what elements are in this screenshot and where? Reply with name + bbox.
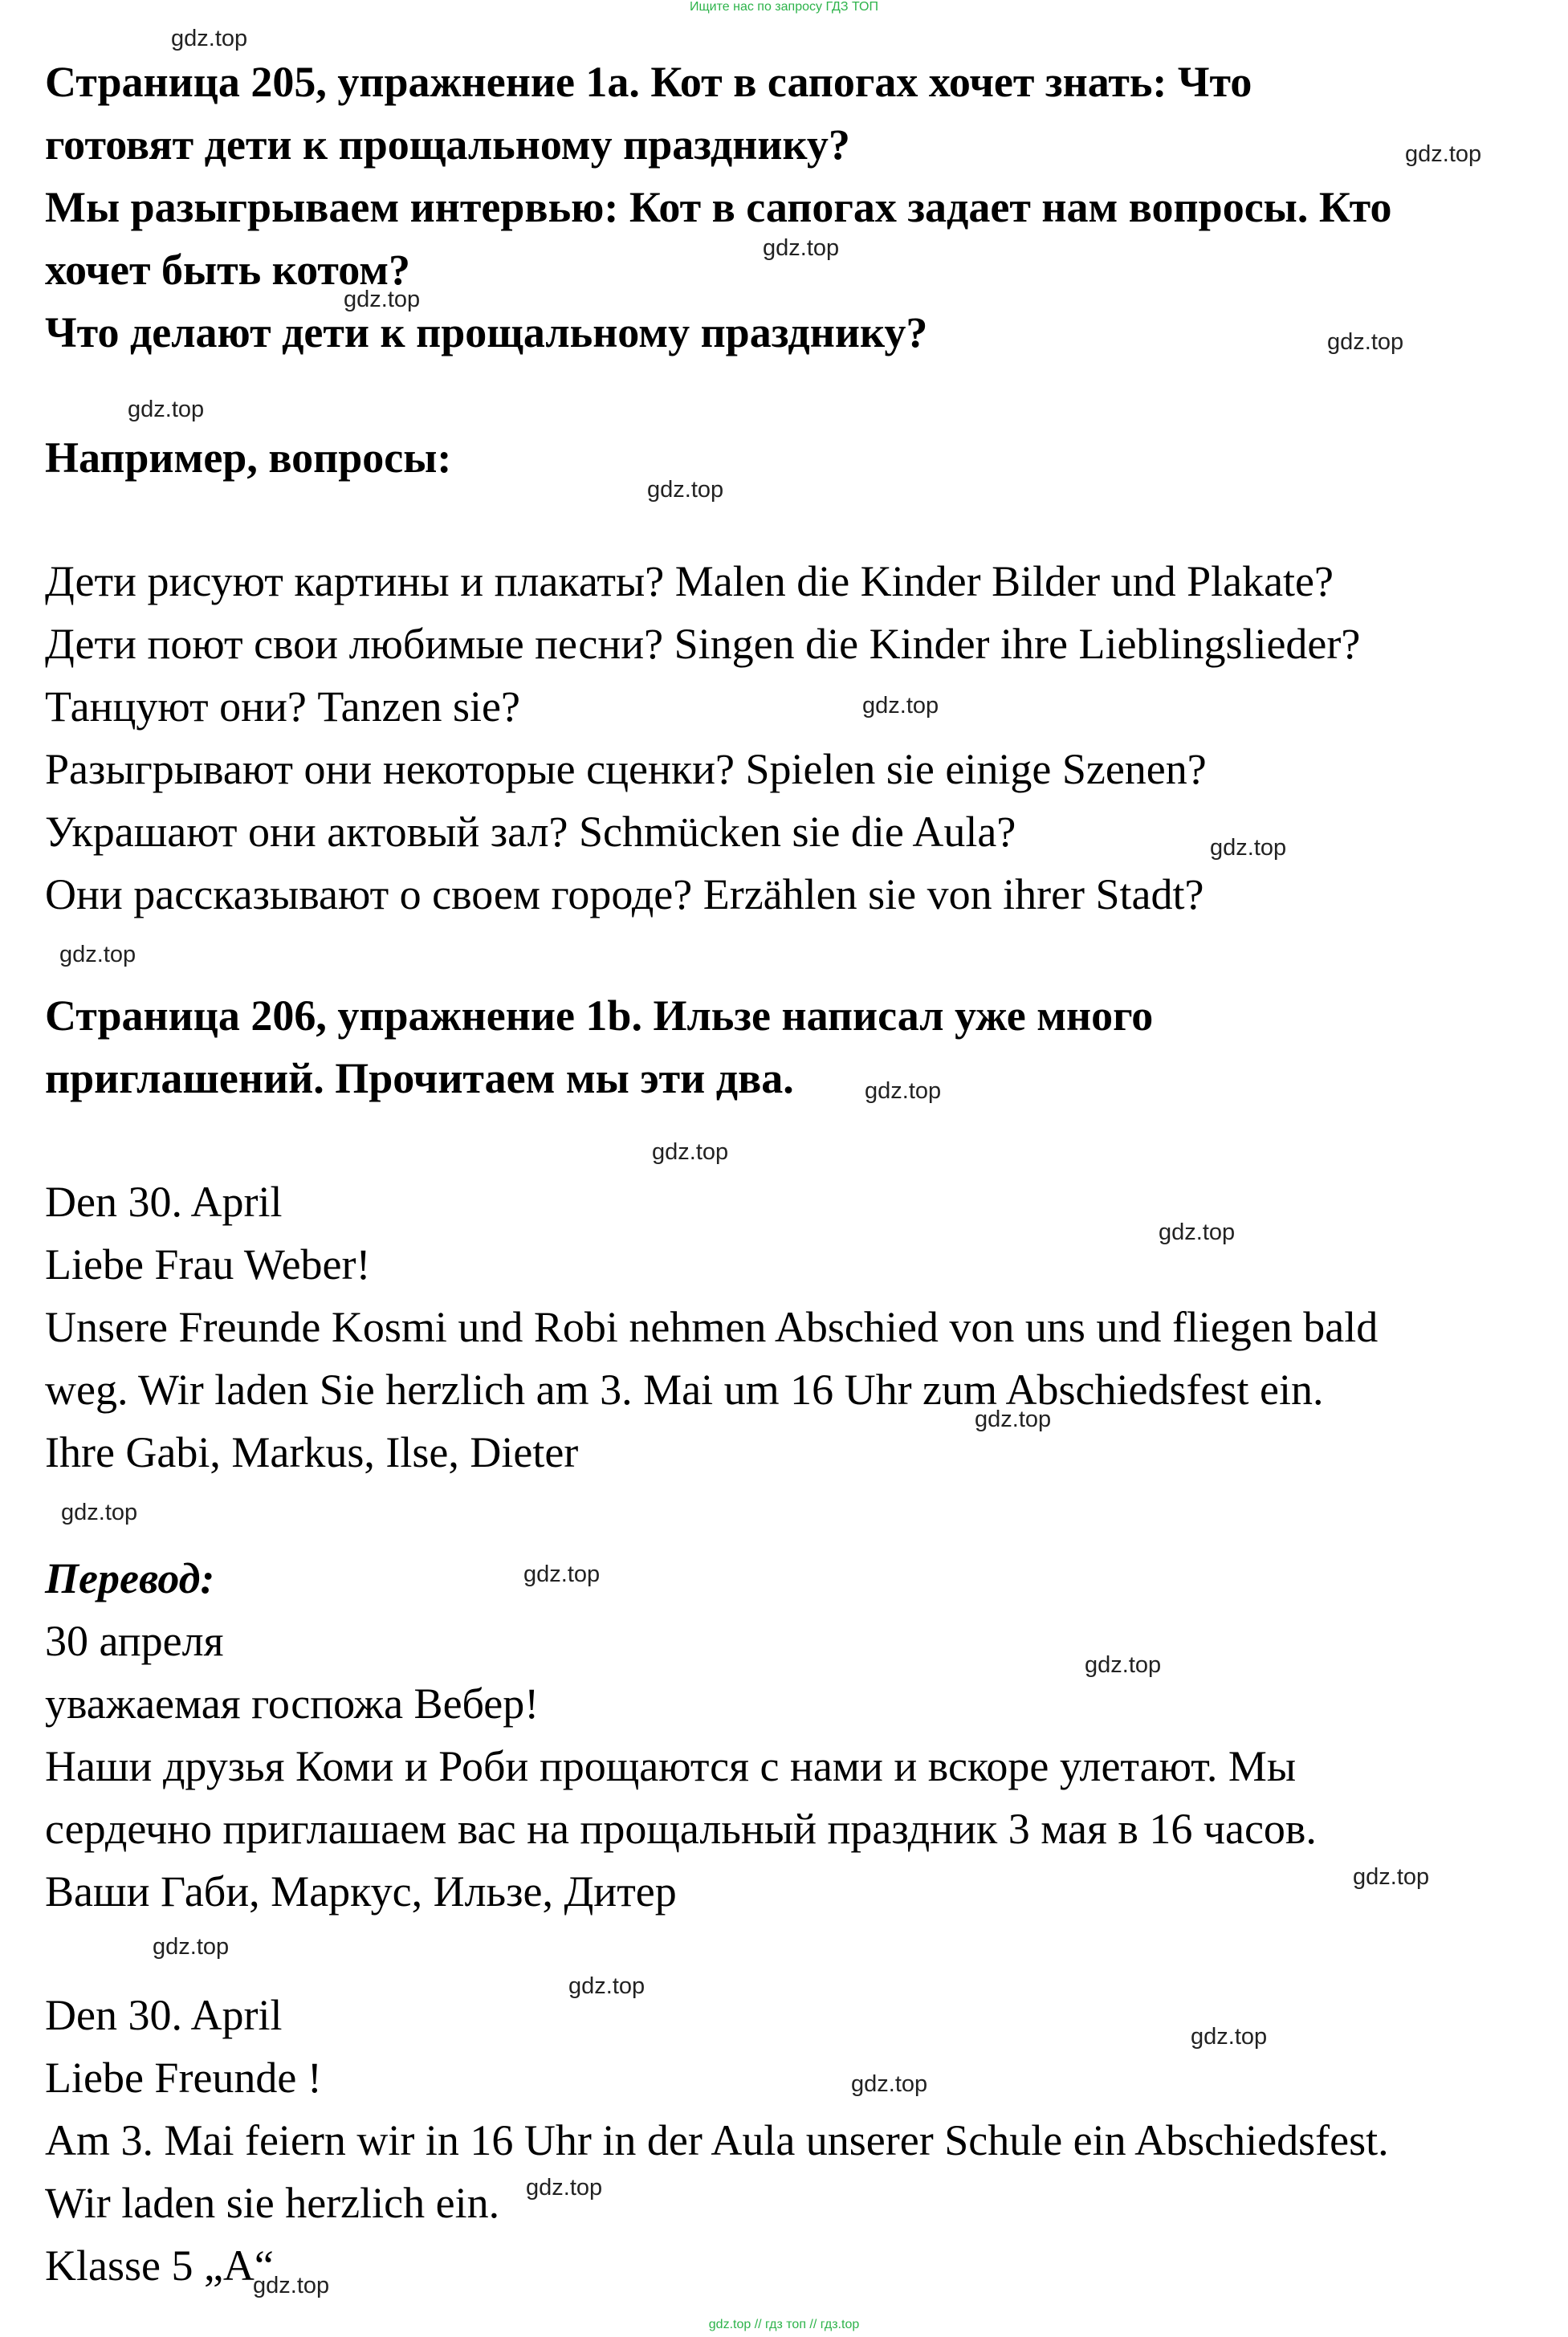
watermark: gdz.top [344, 287, 421, 312]
footer-banner: gdz.top // гдз топ // гдз.top [708, 2318, 860, 2331]
watermark: gdz.top [865, 1078, 942, 1104]
watermark: gdz.top [652, 1139, 729, 1165]
watermark: gdz.top [523, 1561, 601, 1587]
watermark: gdz.top [647, 477, 724, 503]
section1-heading-line-3: Мы разыгрываем интервью: Кот в сапогах задает нам вопросы. Кто [45, 183, 1392, 231]
letter2-line-1: Den 30. April [45, 1991, 283, 2039]
watermark: gdz.top [59, 942, 136, 967]
section1-heading-line-4: хочет быть котом? [45, 246, 410, 294]
letter2-line-3: Am 3. Mai feiern wir in 16 Uhr in der Aula unserer Schule ein Abschiedsfest. [45, 2116, 1389, 2164]
watermark: gdz.top [851, 2071, 928, 2097]
letter2-line-2: Liebe Freunde ! [45, 2054, 322, 2102]
watermark: gdz.top [1353, 1864, 1430, 1890]
watermark: gdz.top [253, 2273, 330, 2298]
watermark: gdz.top [1159, 1219, 1236, 1245]
letter2-line-4: Wir laden sie herzlich ein. [45, 2179, 500, 2227]
section2-heading-line-1: Страница 206, упражнение 1b. Ильзе написал уже много [45, 991, 1154, 1040]
section1-heading-line-2: готовят дети к прощальному празднику? [45, 120, 850, 169]
watermark: gdz.top [153, 1934, 230, 1960]
watermark: gdz.top [128, 397, 205, 422]
question-line-5: Украшают они актовый зал? Schmücken sie die Aula? [45, 808, 1016, 856]
watermark: gdz.top [1210, 835, 1287, 861]
section1-heading-line-5: Что делают дети к прощальному празднику? [45, 308, 928, 356]
watermark: gdz.top [1327, 329, 1404, 355]
watermark: gdz.top [568, 1973, 646, 1999]
watermark: gdz.top [171, 26, 248, 51]
section1-heading-line-1: Страница 205, упражнение 1а. Кот в сапогах хочет знать: Что [45, 58, 1252, 106]
watermark: gdz.top [61, 1500, 138, 1525]
letter1-line-1: Den 30. April [45, 1178, 283, 1226]
watermark: gdz.top [526, 2175, 603, 2201]
translation-line-3: Наши друзья Коми и Роби прощаются с нами и вскоре улетают. Мы [45, 1742, 1297, 1790]
question-line-2: Дети поют свои любимые песни? Singen die Kinder ihre Lieblingslieder? [45, 620, 1361, 668]
letter1-line-2: Liebe Frau Weber! [45, 1240, 371, 1289]
watermark: gdz.top [763, 235, 840, 261]
translation-line-5: Ваши Габи, Маркус, Ильзе, Дитер [45, 1867, 677, 1916]
watermark: gdz.top [862, 693, 939, 719]
search-banner: Ищите нас по запросу ГДЗ ТОП [690, 0, 878, 14]
letter1-line-3: Unsere Freunde Kosmi und Robi nehmen Abschied von uns und fliegen bald [45, 1303, 1379, 1351]
watermark: gdz.top [1191, 2024, 1268, 2050]
translation-line-4: сердечно приглашаем вас на прощальный праздник 3 мая в 16 часов. [45, 1805, 1317, 1853]
letter2-line-5: Klasse 5 „A“ [45, 2241, 274, 2290]
watermark: gdz.top [1405, 141, 1482, 167]
question-line-1: Дети рисуют картины и плакаты? Malen die Kinder Bilder und Plakate? [45, 557, 1334, 605]
question-line-6: Они рассказывают о своем городе? Erzählen sie von ihrer Stadt? [45, 870, 1204, 918]
question-line-4: Разыгрывают они некоторые сценки? Spielen sie einige Szenen? [45, 745, 1207, 793]
translation-line-2: уважаемая госпожа Вебер! [45, 1679, 540, 1728]
translation-line-1: 30 апреля [45, 1617, 224, 1665]
watermark: gdz.top [1085, 1652, 1162, 1678]
letter1-line-5: Ihre Gabi, Markus, Ilse, Dieter [45, 1428, 579, 1476]
question-line-3: Танцуют они? Tanzen sie? [45, 682, 520, 731]
section2-heading-line-2: приглашений. Прочитаем мы эти два. [45, 1054, 794, 1102]
questions-heading: Например, вопросы: [45, 434, 452, 482]
watermark: gdz.top [975, 1407, 1052, 1432]
letter1-line-4: weg. Wir laden Sie herzlich am 3. Mai um 16 Uhr zum Abschiedsfest ein. [45, 1366, 1324, 1414]
translation-label: Перевод: [45, 1554, 215, 1602]
